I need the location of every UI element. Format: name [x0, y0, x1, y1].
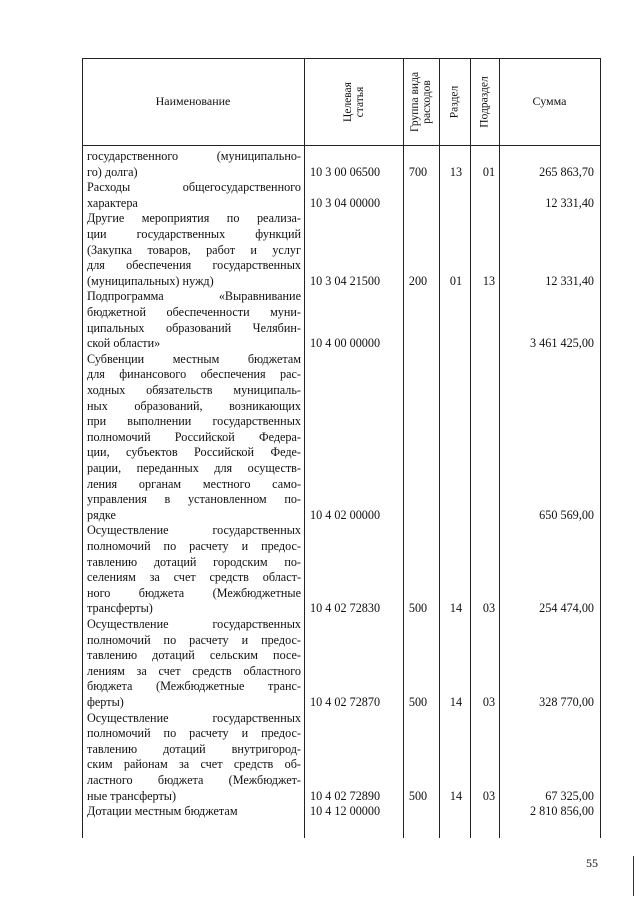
header-expense-group — [403, 58, 439, 145]
row-name-line: Расходы общегосударственного — [87, 180, 301, 195]
row-name — [87, 804, 301, 820]
row-name-line: для финансового обеспечения рас- — [87, 367, 301, 382]
page-number: 55 — [586, 856, 598, 870]
row-expense-group: 500 — [408, 788, 428, 803]
row-sum: 328 770,00 — [539, 695, 594, 709]
row-target-code: 10 4 02 72830 — [310, 601, 381, 616]
header-target-line2: статья — [353, 86, 366, 117]
row-name-line: Другие мероприятия по реализа- — [87, 211, 301, 226]
row-name — [87, 617, 301, 711]
row-target-code: 10 3 04 00000 — [310, 195, 381, 210]
row-name-line: полномочий по расчету и предос- — [87, 726, 301, 741]
table-row — [82, 523, 600, 617]
col-border-right — [600, 58, 601, 838]
row-section: 01 — [449, 273, 463, 288]
row-sum: 12 331,40 — [545, 195, 594, 210]
row-name — [87, 180, 301, 211]
row-subsection: 01 — [482, 164, 496, 179]
table-header-bottom-border — [82, 145, 600, 146]
row-name-line: ходных обязательств муниципаль- — [87, 382, 301, 397]
row-name-line: лениям за счет средств областного — [87, 663, 301, 678]
row-sum: 12 331,40 — [545, 273, 594, 288]
row-sum: 265 863,70 — [539, 164, 594, 179]
header-section: Раздел — [448, 85, 461, 118]
header-subsection: Подраздел — [478, 75, 491, 128]
table-row — [82, 149, 600, 180]
row-target-code: 10 4 00 00000 — [310, 336, 381, 351]
row-name-line: ных образований, возникающих — [87, 398, 301, 413]
table-row — [82, 211, 600, 289]
row-name — [87, 211, 301, 289]
row-name-line: ским районам за счет средств об- — [87, 757, 301, 772]
row-name-line: государственного (муниципально- — [87, 149, 301, 163]
row-subsection: 13 — [482, 273, 496, 288]
row-section: 14 — [449, 695, 463, 709]
row-name-line: тавлению дотаций сельским посе- — [87, 648, 301, 663]
row-target-code: 10 3 00 06500 — [310, 164, 381, 179]
row-name-line: тавлению дотаций городским по- — [87, 554, 301, 569]
row-name-line: бюджетной обеспеченности муни- — [87, 304, 301, 319]
row-subsection: 03 — [482, 788, 496, 803]
row-name-line: ципальных образований Челябин- — [87, 320, 301, 335]
row-name-line: ции государственных функций — [87, 226, 301, 241]
row-sum: 67 325,00 — [545, 788, 594, 803]
row-name-line: Субвенции местным бюджетам — [87, 351, 301, 366]
row-sum: 2 810 856,00 — [530, 804, 594, 819]
row-name-line: Подпрограмма «Выравнивание — [87, 289, 301, 304]
row-name-line: ластного бюджета (Межбюджет- — [87, 772, 301, 787]
header-group-line2: расходов — [421, 79, 434, 124]
margin-mark — [633, 856, 634, 896]
table-row — [82, 617, 600, 711]
row-name-line: Осуществление государственных — [87, 617, 301, 631]
row-name-line: тавлению дотаций внутригород- — [87, 741, 301, 756]
row-name-line: ные трансферты) — [87, 788, 177, 803]
row-target-code: 10 4 02 00000 — [310, 507, 381, 522]
row-target-code: 10 4 02 72890 — [310, 788, 381, 803]
row-section: 14 — [449, 601, 463, 616]
row-expense-group: 700 — [408, 164, 428, 179]
table-row — [82, 352, 600, 524]
row-name — [87, 523, 301, 617]
row-name-line: полномочий Российской Федера- — [87, 429, 301, 444]
row-name — [87, 289, 301, 351]
table-row — [82, 180, 600, 211]
row-expense-group: 500 — [408, 695, 428, 709]
header-target-line1: Целевая — [341, 81, 354, 122]
table-row — [82, 804, 600, 820]
row-name-line: полномочий по расчету и предос- — [87, 632, 301, 647]
row-name-line: управления в установленном по- — [87, 492, 301, 507]
row-name-line: рации, переданных для осуществ- — [87, 460, 301, 475]
row-target-code: 10 3 04 21500 — [310, 273, 381, 288]
row-name — [87, 711, 301, 805]
row-sum: 650 569,00 — [539, 507, 594, 522]
row-name-line: для обеспечения государственных — [87, 258, 301, 273]
row-name — [87, 352, 301, 524]
row-expense-group: 200 — [408, 273, 428, 288]
row-name-line: характера — [87, 195, 138, 210]
row-name-line: ской области» — [87, 336, 161, 351]
row-name-line: ферты) — [87, 694, 124, 709]
row-target-code: 10 4 02 72870 — [310, 695, 381, 709]
row-name-line: ления органам местного само- — [87, 476, 301, 491]
row-name-line: рядке — [87, 507, 116, 522]
row-name-line: Осуществление государственных — [87, 710, 301, 725]
row-name-line: (Закупка товаров, работ и услуг — [87, 242, 301, 257]
row-name-line: полномочий по расчету и предос- — [87, 538, 301, 553]
row-name-line: го) долга) — [87, 164, 138, 179]
row-name-line: селениям за счет средств област- — [87, 570, 301, 585]
row-sum: 3 461 425,00 — [530, 336, 594, 351]
row-name-line: при выполнении государственных — [87, 414, 301, 429]
table-row — [82, 711, 600, 805]
row-name-line: ного бюджета (Межбюджетные — [87, 585, 301, 600]
row-name-line: Осуществление государственных — [87, 523, 301, 538]
row-name-line: трансферты) — [87, 601, 153, 616]
header-target-article — [304, 58, 403, 145]
row-sum: 254 474,00 — [539, 601, 594, 616]
row-name-line: ции, субъектов Российской Феде- — [87, 445, 301, 460]
row-section: 13 — [449, 164, 463, 179]
row-name — [87, 149, 301, 180]
row-name-line: (муниципальных) нужд) — [87, 273, 214, 288]
header-group-line1: Группа вида — [409, 71, 422, 132]
row-expense-group: 500 — [408, 601, 428, 616]
row-subsection: 03 — [482, 695, 496, 709]
row-name-line: бюджета (Межбюджетные транс- — [87, 679, 301, 694]
row-subsection: 03 — [482, 601, 496, 616]
row-section: 14 — [449, 788, 463, 803]
header-name: Наименование — [155, 94, 231, 108]
row-name-line: Дотации местным бюджетам — [87, 804, 238, 819]
header-sum: Сумма — [532, 94, 567, 108]
row-target-code: 10 4 12 00000 — [310, 804, 381, 819]
table-row — [82, 289, 600, 351]
